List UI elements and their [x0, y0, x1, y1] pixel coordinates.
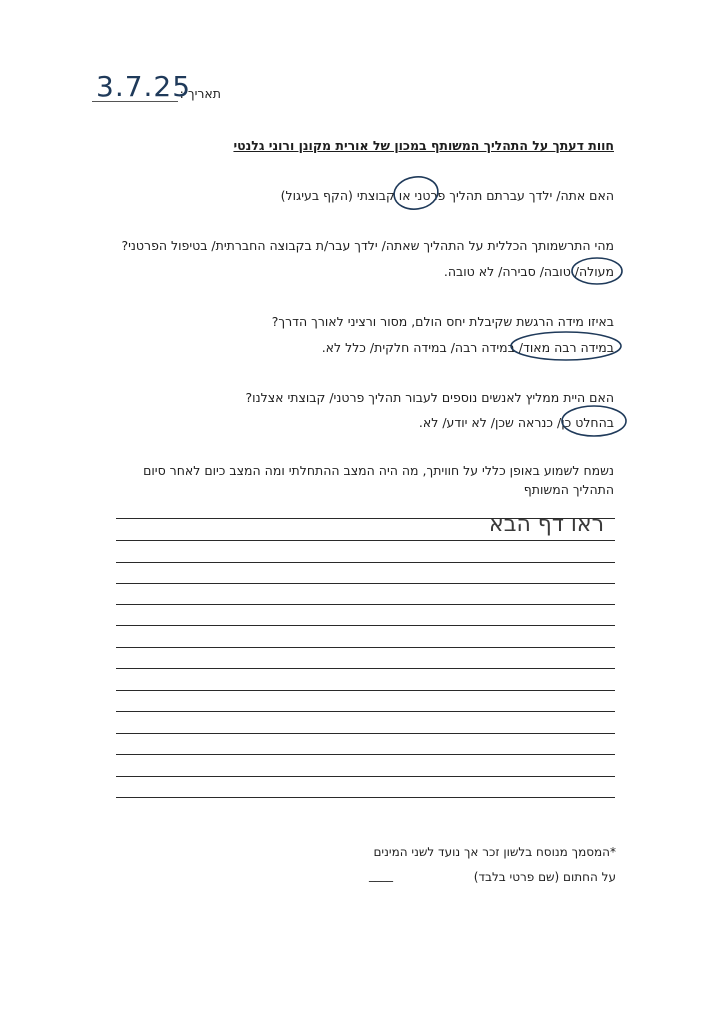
signature-blank[interactable]: ____ — [369, 868, 393, 882]
page-title: חוות דעתך על התהליך המשותף במכון של אורית מקונן ורוני גלנטי — [233, 138, 614, 153]
question-4-options: בהחלט כן/ כנראה שכן/ לא יודע/ לא. — [418, 415, 614, 430]
handwritten-date: 3.7.25 — [96, 70, 192, 103]
circle-answer-4 — [562, 406, 626, 436]
circle-answer-2 — [572, 258, 622, 284]
handwritten-note: ראו דף הבא — [489, 512, 604, 537]
question-2: מהי התרשמותך הכללית על התהליך שאתה/ ילדך עבר/ת בקבוצה החברתית/ בטיפול הפרטני? — [121, 238, 614, 253]
open-question-line-1: נשמח לשמוע באופן כללי על חוויתך, מה היה המצב ההתחלתי ומה המצב כיום לאחר סיום — [143, 463, 614, 478]
signature-label: על החתום (שם פרטי בלבד) — [473, 870, 616, 884]
footer-note: *המסמך מנוסח בלשון זכר אך נועד לשני המינים — [373, 845, 616, 859]
question-2-options: מעולה/ טובה/ סבירה/ לא טובה. — [443, 264, 614, 279]
question-3: באיזו מידה הרגשת שקיבלת יחס הולם, מסור ורציני לאורך הדרך? — [271, 314, 614, 329]
question-3-options: במידה רבה מאוד/ במידה רבה/ במידה חלקית/ כלל לא. — [321, 340, 614, 355]
question-1: האם אתה/ ילדך עברתם תהליך פרטני או קבוצתי (הקף בעיגול) — [280, 188, 614, 203]
circle-answer-3 — [511, 332, 621, 360]
circle-answer-1 — [392, 174, 440, 212]
question-4: האם היית ממליץ לאנשים נוספים לעבור תהליך פרטני/ קבוצתי אצלנו? — [245, 390, 614, 405]
open-question-line-2: התהליך המשותף — [523, 482, 614, 497]
date-label: תאריך : — [179, 86, 221, 101]
